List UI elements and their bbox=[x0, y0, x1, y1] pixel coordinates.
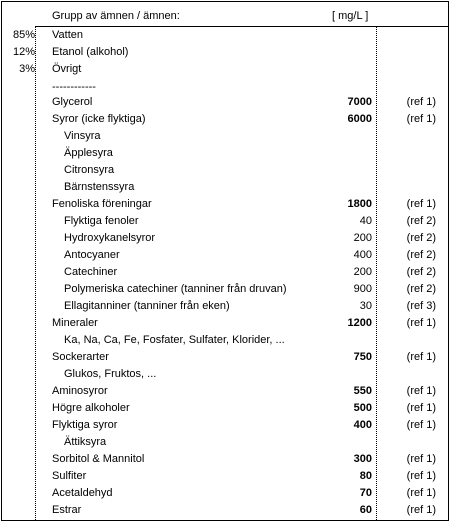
table-row bbox=[2, 451, 448, 468]
reference-label: (ref 1) bbox=[406, 487, 436, 499]
wine-composition-table bbox=[1, 1, 449, 521]
substance-name: Flyktiga fenoler bbox=[64, 215, 139, 227]
concentration-value: 30 bbox=[359, 300, 372, 312]
substance-name: Antocyaner bbox=[64, 249, 120, 261]
substance-name: Estrar bbox=[52, 504, 82, 516]
concentration-value: 750 bbox=[353, 351, 372, 363]
concentration-value: 550 bbox=[353, 385, 372, 397]
table-row bbox=[2, 145, 448, 162]
concentration-value: 200 bbox=[353, 266, 372, 278]
concentration-value: 6000 bbox=[347, 113, 372, 125]
substance-name: Citronsyra bbox=[64, 164, 115, 176]
table-row bbox=[2, 94, 448, 111]
reference-label: (ref 1) bbox=[406, 402, 436, 414]
table-header-row bbox=[2, 8, 448, 25]
substance-name: Äpplesyra bbox=[64, 147, 113, 159]
concentration-value: 40 bbox=[359, 215, 372, 227]
substance-name: Hydroxykanelsyror bbox=[64, 232, 156, 244]
table-row bbox=[2, 332, 448, 349]
concentration-value: 60 bbox=[359, 504, 372, 516]
substance-name: Sorbitol & Mannitol bbox=[52, 453, 145, 465]
concentration-value: 300 bbox=[353, 453, 372, 465]
table-row bbox=[2, 298, 448, 315]
concentration-value: 1800 bbox=[347, 198, 372, 210]
substance-name: Polymeriska catechiner (tanniner från druvan) bbox=[64, 283, 287, 295]
header-name: Grupp av ämnen / ämnen: bbox=[52, 10, 180, 22]
substance-name: Glycerol bbox=[52, 96, 93, 108]
percent-value: 12% bbox=[12, 46, 35, 58]
concentration-value: 7000 bbox=[347, 96, 372, 108]
reference-label: (ref 1) bbox=[406, 96, 436, 108]
table-row bbox=[2, 468, 448, 485]
substance-name: Sulfiter bbox=[52, 470, 87, 482]
substance-name: Glukos, Fruktos, ... bbox=[64, 368, 157, 380]
table-row bbox=[2, 247, 448, 264]
reference-label: (ref 2) bbox=[406, 232, 436, 244]
table-row bbox=[2, 434, 448, 451]
table-row bbox=[2, 162, 448, 179]
component-name: Etanol (alkohol) bbox=[52, 46, 129, 58]
header-unit: [ mg/L ] bbox=[332, 10, 369, 22]
substance-name: Syror (icke flyktiga) bbox=[52, 113, 146, 125]
summary-row bbox=[2, 27, 448, 44]
substance-name: Ellagitanniner (tanniner från eken) bbox=[64, 300, 230, 312]
table-row bbox=[2, 179, 448, 196]
percent-value: 85% bbox=[12, 29, 35, 41]
reference-label: (ref 1) bbox=[406, 385, 436, 397]
table-row bbox=[2, 366, 448, 383]
concentration-value: 70 bbox=[359, 487, 372, 499]
substance-name: Aminosyror bbox=[52, 385, 108, 397]
substance-name: Ka, Na, Ca, Fe, Fosfater, Sulfater, Klorider, ... bbox=[64, 334, 285, 346]
table-row bbox=[2, 281, 448, 298]
reference-label: (ref 1) bbox=[406, 453, 436, 465]
substance-name: Sockerarter bbox=[52, 351, 109, 363]
concentration-value: 1200 bbox=[347, 317, 372, 329]
table-row bbox=[2, 400, 448, 417]
table-row bbox=[2, 315, 448, 332]
table-row bbox=[2, 111, 448, 128]
substance-name: Mineraler bbox=[52, 317, 98, 329]
component-name: Övrigt bbox=[52, 63, 82, 75]
concentration-value: 900 bbox=[353, 283, 372, 295]
reference-label: (ref 2) bbox=[406, 266, 436, 278]
substance-name: Bärnstenssyra bbox=[64, 181, 135, 193]
table-row bbox=[2, 128, 448, 145]
reference-label: (ref 2) bbox=[406, 283, 436, 295]
table-row bbox=[2, 264, 448, 281]
concentration-value: 400 bbox=[353, 419, 372, 431]
table-row bbox=[2, 502, 448, 519]
component-name: Vatten bbox=[52, 29, 83, 41]
reference-label: (ref 1) bbox=[406, 317, 436, 329]
table-row bbox=[2, 230, 448, 247]
concentration-value: 400 bbox=[353, 249, 372, 261]
reference-label: (ref 2) bbox=[406, 215, 436, 227]
reference-label: (ref 1) bbox=[406, 504, 436, 516]
substance-name: Acetaldehyd bbox=[52, 487, 113, 499]
summary-row bbox=[2, 44, 448, 61]
substance-name: Fenoliska föreningar bbox=[52, 198, 152, 210]
substance-name: Högre alkoholer bbox=[52, 402, 130, 414]
divider-text: ------------ bbox=[52, 81, 96, 93]
table-row bbox=[2, 213, 448, 230]
substance-name: Flyktiga syror bbox=[52, 419, 118, 431]
reference-label: (ref 1) bbox=[406, 470, 436, 482]
table-row bbox=[2, 383, 448, 400]
reference-label: (ref 1) bbox=[406, 113, 436, 125]
concentration-value: 500 bbox=[353, 402, 372, 414]
table-row bbox=[2, 196, 448, 213]
reference-label: (ref 1) bbox=[406, 419, 436, 431]
table-row bbox=[2, 485, 448, 502]
reference-label: (ref 3) bbox=[406, 300, 436, 312]
table-row bbox=[2, 417, 448, 434]
concentration-value: 200 bbox=[353, 232, 372, 244]
substance-name: Ättiksyra bbox=[64, 436, 107, 448]
reference-label: (ref 2) bbox=[406, 249, 436, 261]
percent-value: 3% bbox=[19, 63, 35, 75]
reference-label: (ref 1) bbox=[406, 198, 436, 210]
concentration-value: 80 bbox=[359, 470, 372, 482]
substance-name: Vinsyra bbox=[64, 130, 101, 142]
table-row bbox=[2, 349, 448, 366]
substance-name: Catechiner bbox=[64, 266, 118, 278]
reference-label: (ref 1) bbox=[406, 351, 436, 363]
summary-row bbox=[2, 61, 448, 78]
